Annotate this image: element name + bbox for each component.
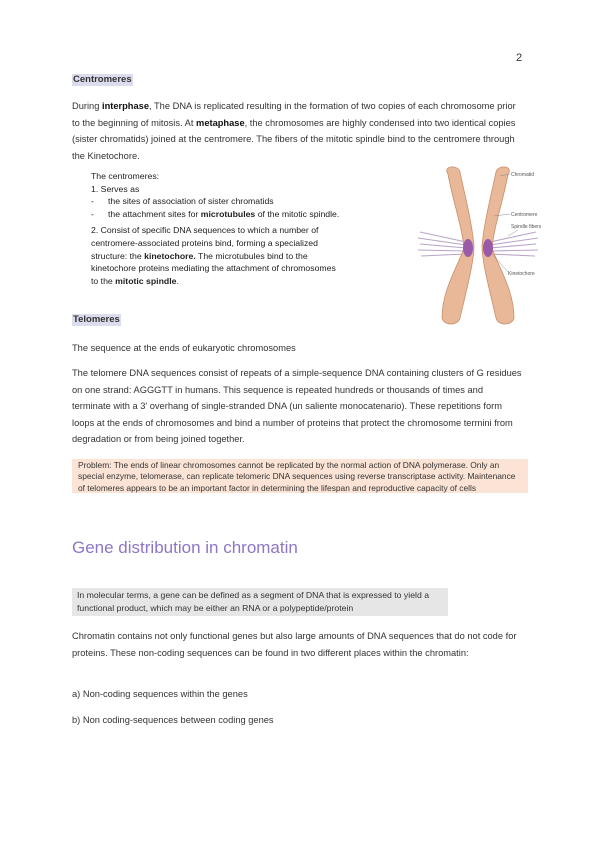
spindle-fibers [418, 232, 538, 256]
box-bullet-2: - the attachment sites for microtubules of the mitotic spindle. [91, 208, 340, 219]
noncoding-item-b: b) Non coding-sequences between coding genes [72, 715, 274, 725]
kinetochores [463, 239, 493, 257]
centromeres-paragraph: During interphase, The DNA is replicated resulting in the formation of two copies of each chromosome prior to the beginning of mitosis. At metaphase, the chromosomes are highly condensed into two identical copies (sister chromatids) joined at the centromere. The fibers of the mitotic spindle bind to the centromere through the Kinetochore. [72, 101, 516, 161]
box-item-2-line-1: 2. Consist of specific DNA sequences to which a number of [91, 225, 319, 236]
chromosome-illustration [418, 162, 542, 328]
telomeres-subtitle: The sequence at the ends of eukaryotic chromosomes [72, 343, 296, 353]
noncoding-item-a: a) Non-coding sequences within the genes [72, 689, 248, 699]
telomeres-paragraph: The telomere DNA sequences consist of repeats of a simple-sequence DNA containing clusters of G residues on one strand: AGGGTT in humans. This sequence is repeated hundreds or thousands of times and terminate with a 3' overhang of single-stranded DNA (un saliente monocatenario). These repetitions form loops at the ends of chromosomes and bind a number of proteins that protect the chromosome termini from degradation or from being joined together. [72, 368, 522, 445]
page-number: 2 [516, 52, 523, 64]
gene-distribution-title: Gene distribution in chromatin [72, 538, 298, 557]
box-item-2-line-4: kinetochore proteins mediating the attachment of chromosomes [91, 263, 336, 274]
box-item-1: 1. Serves as [91, 183, 140, 194]
label-kinetochore: Kinetochore [508, 271, 535, 277]
box-item-2-line-2: centromere-associated proteins bind, forming a specialized [91, 237, 318, 248]
box-item-2-line-5: to the mitotic spindle. [91, 275, 179, 286]
telomeres-heading: Telomeres [73, 314, 120, 325]
label-spindle-fibers: Spindle fibers [511, 224, 542, 230]
label-chromatid: Chromatid [511, 172, 535, 178]
centromere-functions-box [91, 170, 381, 287]
box-intro: The centromeres: [91, 171, 160, 181]
box-item-2-line-3: structure: the kinetochore. The microtubules bind to the [91, 250, 308, 261]
chromatin-paragraph: Chromatin contains not only functional genes but also large amounts of DNA sequences that do not code for proteins. These non-coding sequences can be found in two different places within the chromatin: [72, 631, 517, 658]
gene-definition-box: In molecular terms, a gene can be defined as a segment of DNA that is expressed to yield a functional product, which may be either an RNA or a polypeptide/protein [72, 588, 448, 616]
sister-chromatids [442, 167, 514, 324]
label-centromere: Centromere [511, 212, 538, 218]
centromeres-heading: Centromeres [73, 74, 132, 85]
telomerase-problem-box: Problem: The ends of linear chromosomes cannot be replicated by the normal action of DNA polymerase. Only an special enzyme, telomerase, can replicate telomeric DNA sequences using reverse transcriptase activity. Maintenance of telomeres appears to be an important factor in determining the lifespan and reproductive capacity of cells [72, 459, 528, 493]
box-bullet-1: - the sites of association of sister chromatids [91, 196, 274, 207]
